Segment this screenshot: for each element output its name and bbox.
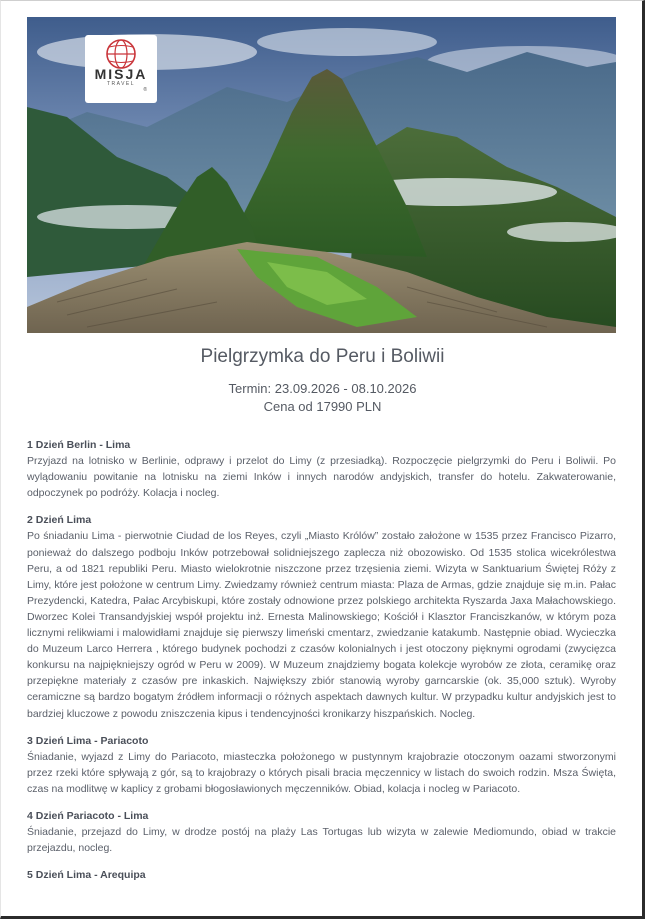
day-title: 2 Dzień Lima (27, 514, 92, 527)
day-title: 1 Dzień Berlin - Lima (27, 439, 131, 451)
itinerary-day (27, 437, 616, 501)
itinerary-day (27, 808, 616, 856)
day-text: Śniadanie, przejazd do Limy, w drodze postój na plaży Las Tortugas lub wizyta w zalewie Mediomundo, obiad w trakcie przejazdu, nocleg. (27, 826, 616, 855)
brand-logo[interactable] (85, 35, 157, 103)
hero-photo-machu-picchu (27, 17, 616, 333)
trip-price: Cena od 17990 PLN (263, 399, 382, 414)
itinerary (27, 437, 616, 894)
brand-sub: TRAVEL (106, 81, 136, 87)
page-title: Pielgrzymka do Peru i Boliwii (200, 346, 445, 367)
itinerary-day (27, 512, 616, 721)
brand-name: MISJA (94, 66, 148, 82)
registered-mark: ® (143, 87, 147, 93)
itinerary-day (27, 867, 616, 883)
trip-term: Termin: 23.09.2026 - 08.10.2026 (228, 381, 417, 396)
day-title: 4 Dzień Pariacoto - Lima (27, 809, 149, 822)
day-text: Śniadanie, wyjazd z Limy do Pariacoto, miasteczka położonego w pustynnym krajobrazie otoczonym oazami stworzonymi przez rzeki które spływają z gór, są to krajobrazy o których pisali bracia męczennicy w listach do swoich rodzin. Msza Święta, czas na modlitwę w kaplicy z grobami błogosławionych męczenników. Obiad, kolacja i nocleg w Pariacoto. (27, 750, 616, 795)
day-title: 3 Dzień Lima - Pariacoto (27, 734, 149, 747)
day-text: Przyjazd na lotnisko w Berlinie, odprawy i przelot do Limy (z przesiadką). Rozpoczęcie pielgrzymki do Peru i Boliwii. Po wylądowaniu powitanie na lotnisku na ziemi Inków i innych narodów andyjskich, transfer do hotelu. Zakwaterowanie, odpoczynek po podróży. Kolacja i nocleg. (27, 455, 616, 500)
itinerary-day (27, 733, 616, 797)
day-text: Po śniadaniu Lima - pierwotnie Ciudad de los Reyes, czyli „Miasto Królów” zostało założone w 1535 przez Francisco Pizarro, ponieważ do dalszego podboju Inków potrzebował solidniejszego zaplecza niż obozowisko. Od 1535 stolica wicekrólestwa Peru, a od 1821 republiki Peru. Miasto wielokrotnie niszczone przez trzęsienia ziemi. Wizyta w Sanktuarium Świętej Róży z Limy, które jest położone w centrum Limy. Zwiedzamy również centrum miasta: Plaza de Armas, gdzie znajduje się m.in. Pałac Prezydencki, Katedra, Pałac Arcybiskupi, które zostały odnowione przez polskiego architekta Ryszarda Jaxa Małachowskiego. Dworzec Kolei Transandyjskiej współ projektu inż. Ernesta Malinowskiego; Kościół i Klasztor Franciszkanów, w którym poza licznymi relikwiami i malowidłami znajduje się pierwszy limeński cmentarz, zwiedzanie katakumb. Następnie obiad. Wycieczka do Muzeum Larco Herrera , którego budynek pochodzi z czasów kolonialnych i jest otoczony pięknymi ogrodami (zwycięzca konkursu na najpiękniejszy ogród w Peru w 2009). W Muzeum znajdziemy bogata kolekcje wyrobów ze złota, ceramikę oraz przepiękne materiały z czasów pre inkaskich. Największy zbiór stanowią wyroby garncarskie (ok. 35,000 sztuk). Wyroby ceramiczne są bardzo bogatym źródłem informacji o różnych aspektach dawnych kultur. W przypadku kultur andyjskich jest to bardziej kluczowe z powodu zniszczenia kipus i tendencyjności kronikarzy hiszpańskich. Nocleg. (27, 530, 616, 720)
day-title: 5 Dzień Lima - Arequipa (27, 869, 146, 882)
